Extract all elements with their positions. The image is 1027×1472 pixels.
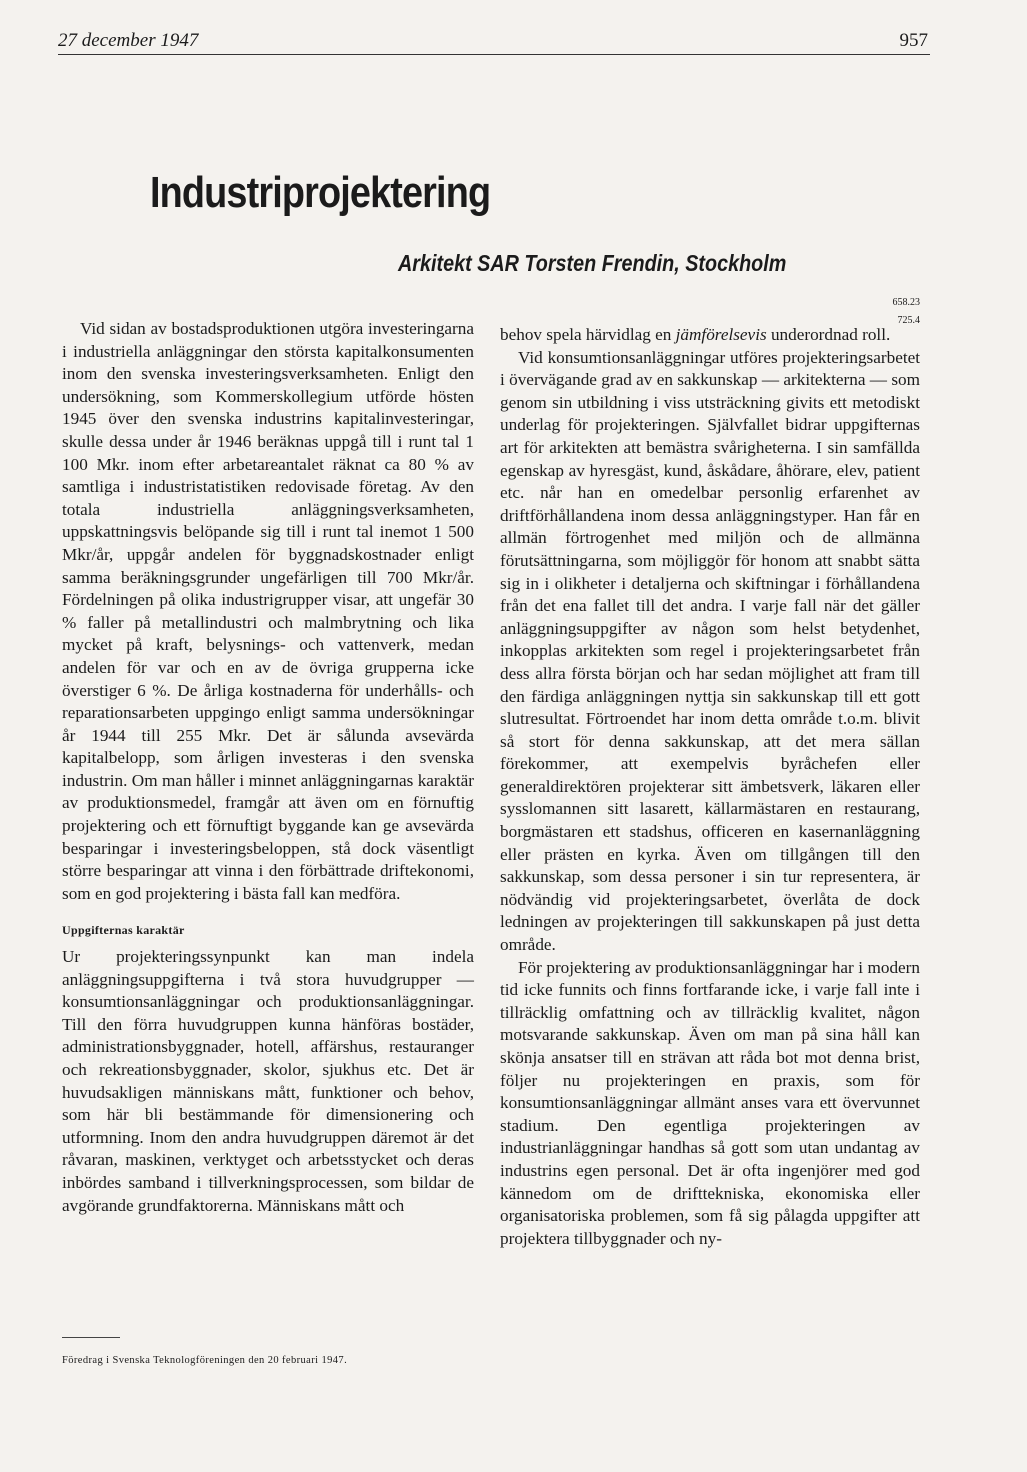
page-number: 957 [899,30,928,51]
body-paragraph: Vid konsumtionsanläggningar utföres projekteringsarbetet i övervägande grad av en sakkunskap — arkitekterna — som genom sin utbildning i viss utsträckning givits ett metodiskt underlag för projekteringen. Självfallet bidrar uppgifternas art för arkitekten att bemästra svårigheterna. I sin samfällda egenskap av hyresgäst, kund, åskådare, åhörare, elev, patient etc. når han en omedelbar personlig erfarenhet av driftförhållandena inom dessa anläggningstyper. Han får en allmän förtrogenhet med miljön och de allmänna förutsättningarna, som möjliggör för honom att snabbt sätta sig in i olikheter i detaljerna och skiftningar i förhållandena från det ena fallet till det andra. I varje fall när det gäller anläggningsuppgifter av någon som helst betydenhet, inkopplas arkitekten som regel i projekteringsarbetet från dess allra första början och har sedan möjlighet att fram till den färdiga anläggningen nyttja sin sakkunskap till ett gott slutresultat. Förtroendet har inom detta område t.o.m. blivit så stort för denna sakkunskap, att det mera sällan förekommer, att exempelvis byråchefen eller generaldirektören projekterar sitt ämbetsverk, läkaren eller sysslomannen sitt lasarett, källarmästaren en restaurang, borgmästaren ett stadshus, officeren en kasernanläggning eller prästen en kyrka. Även om tillgången till den sakkunskap, som dessa personer i sin tur representera, är nödvändig vid projekteringsarbetet, överlåta de dock ledningen av projekteringen till sakkunskapen på just detta område. [500,347,920,955]
article-title: Industriprojektering [150,168,491,217]
article-author: Arkitekt SAR Torsten Frendin, Stockholm [398,250,787,276]
left-column [62,318,474,1217]
section-heading: Uppgifternas karaktär [62,923,185,938]
classification-code: 725.4 [897,315,920,326]
emphasized-word: jämförelsevis [675,325,767,344]
text-run: underordnad roll. [766,325,891,344]
running-header [58,28,930,55]
footnote: Föredrag i Svenska Teknologföreningen den 20 februari 1947. [62,1355,348,1366]
body-paragraph: Vid sidan av bostadsproduktionen utgöra investeringarna i industriella anläggningar den största kapitalkonsumenten inom den svenska investeringsverksamheten. Enligt den undersökning, som Kommerskollegium utförde hösten 1945 över den svenska industrins kapitalinvesteringar, skulle dessa under år 1946 beräknas uppgå till i runt tal 1 100 Mkr. inom efter arbetareantalet räknat ca 80 % av samtliga i industristatistiken redovisade företag. Av den totala industriella anläggningsverksamheten, uppskattningsvis belöpande sig till i runt tal inemot 1 500 Mkr/år, uppgår andelen för byggnadskostnader enligt samma beräkningsgrunder ungefärligen till 700 Mkr/år. Fördelningen på olika industrigrupper visar, att ungefär 30 % faller på metallindustri och malmbrytning och lika mycket på kraft, belysnings- och vattenverk, medan andelen för var och en av de övriga grupperna icke överstiger 6 %. De årliga kostnaderna för underhålls- och reparationsarbeten uppgingo enligt samma undersökningar år 1944 till 255 Mkr. Det är sålunda avsevärda kapitalbelopp, som årligen investeras i den svenska industrin. Om man håller i minnet anläggningarnas karaktär av produktionsmedel, framgår att även om en förnuftig projektering och ett förnuftigt byggande kan ge avsevärda besparingar i investeringsbeloppen, stå dock väsentligt större besparingar att vinna i den förbättrade driftekonomi, som en god projektering i bästa fall kan medföra. [62,319,474,903]
footnote-divider [62,1337,120,1338]
issue-date: 27 december 1947 [58,30,199,51]
classification-code: 658.23 [892,297,920,308]
body-paragraph: För projektering av produktionsanläggningar har i modern tid icke funnits och finns fortfarande icke, i varje fall inte i tillräcklig omfattning och av tillräcklig kvalitet, någon motsvarande sakkunskap. Även om man på sina håll kan skönja ansatser till en strävan att råda bot mot denna brist, följer nu projekteringen en praxis, som för konsumtionsanläggningar allmänt anses vara ett övervunnet stadium. Den egentliga projekteringen av industrianläggningar handhas så gott som utan undantag av industrins egen personal. Det är ofta ingenjörer med god kännedom om de drifttekniska, ekonomiska eller organisatoriska problemen, som få sig pålagda uppgifter att projektera tillbyggnader och ny- [500,957,920,1248]
right-column [500,324,920,1250]
body-paragraph: Ur projekteringssynpunkt kan man indela anläggningsuppgifterna i två stora huvudgrupper — konsumtionsanläggningar och produktionsanläggningar. Till den förra huvudgruppen kunna hänföras bostäder, administrationsbyggnader, hotell, affärshus, restauranger och rekreationsbyggnader, skolor, sjukhus etc. Det är huvudsakligen människans mått, funktioner och behov, som här bli bestämmande för dimensionering och utformning. Inom den andra huvudgruppen däremot är det råvaran, maskinen, verktyget och arbetsstycket och deras inbördes samband i tillverkningsprocessen, som bildar de avgörande grundfaktorerna. Människans mått och [62,947,474,1215]
text-run: behov spela härvidlag en [500,325,676,344]
body-paragraph-continued [500,324,920,347]
